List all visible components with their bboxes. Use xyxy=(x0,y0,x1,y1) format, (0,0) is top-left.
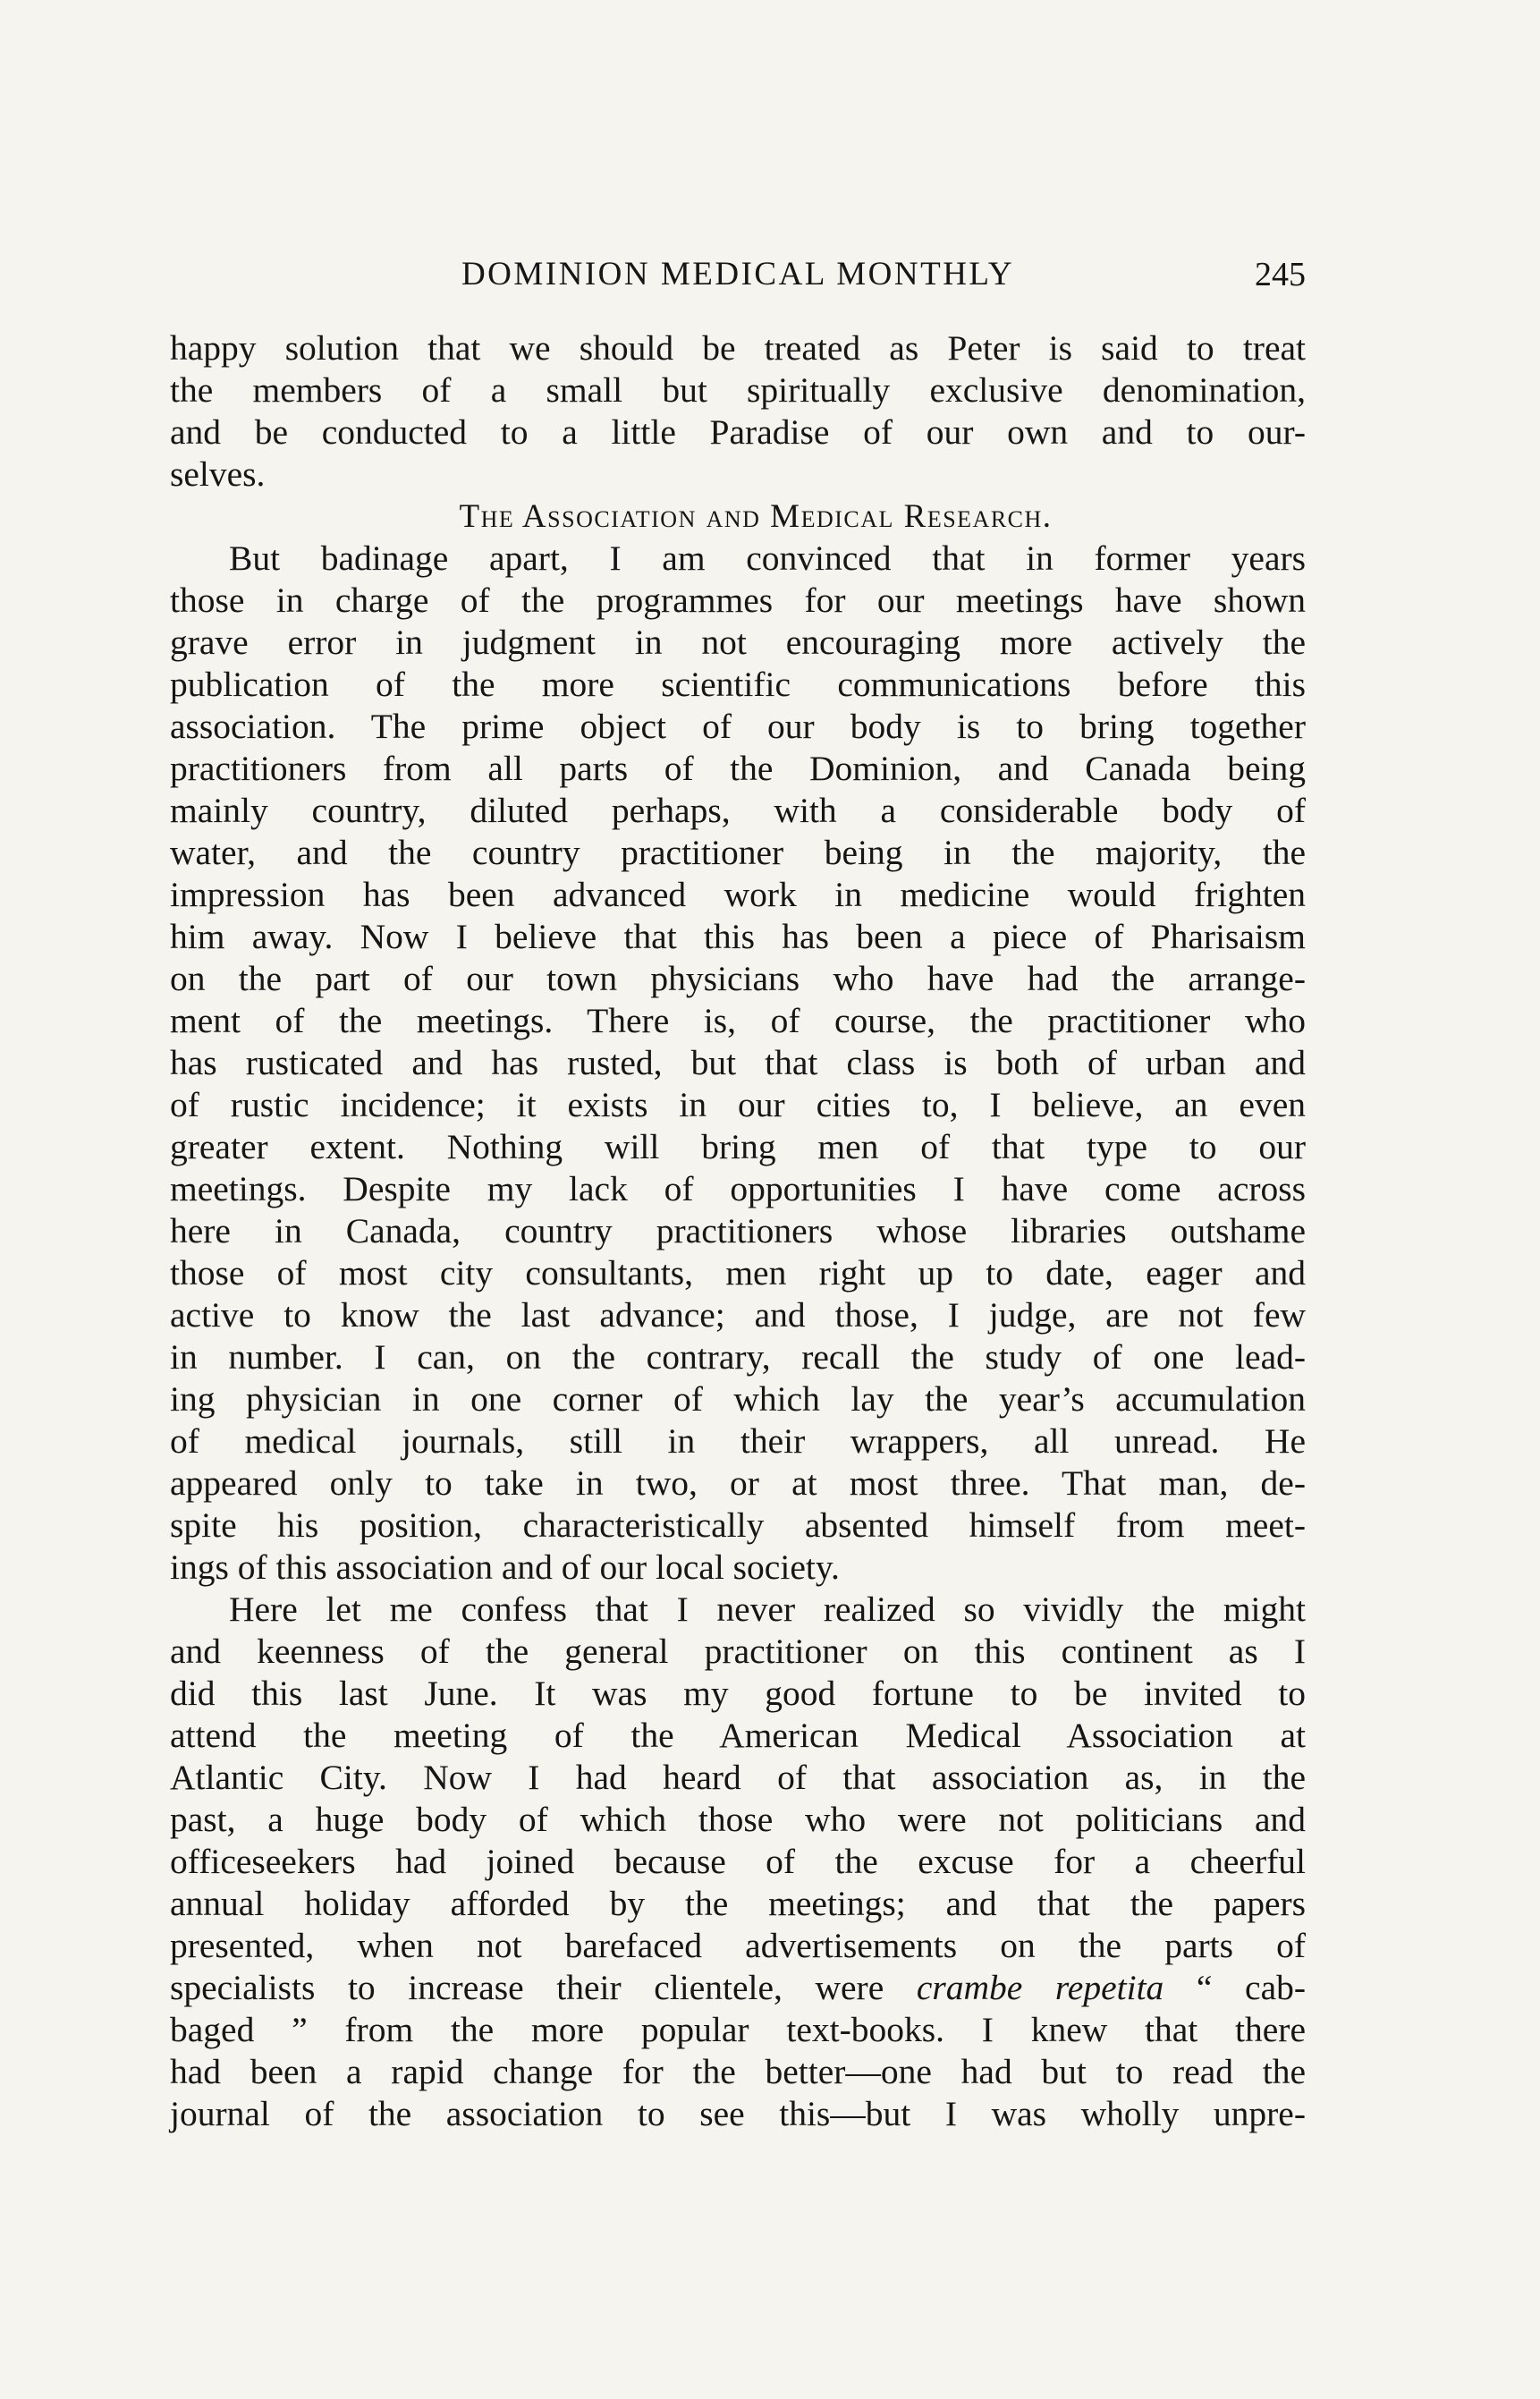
text-line: spite his position, characteristically absented himself from meet- xyxy=(170,1505,1306,1545)
text-segment: “ cab- xyxy=(1163,1968,1307,2007)
text-line-with-italic xyxy=(170,1967,1306,2009)
text-line: the members of a small but spiritually exclusive denomination, xyxy=(170,370,1306,410)
text-line: presented, when not barefaced advertisements on the parts of xyxy=(170,1926,1306,1965)
text-line: meetings. Despite my lack of opportunities I have come across xyxy=(170,1169,1306,1208)
text-line: in number. I can, on the contrary, recall the study of one lead- xyxy=(170,1337,1306,1377)
text-line: had been a rapid change for the better—one had but to read the xyxy=(170,2052,1306,2091)
text-line: of rustic incidence; it exists in our cities to, I believe, an even xyxy=(170,1085,1306,1124)
text-line: and keenness of the general practitioner on this continent as I xyxy=(170,1632,1306,1671)
text-line: those in charge of the programmes for our meetings have shown xyxy=(170,581,1306,620)
journal-title: DOMINION MEDICAL MONTHLY xyxy=(461,256,1015,292)
section-heading: The Association and Medical Research. xyxy=(459,498,1053,535)
text-line: ing physician in one corner of which lay the year’s accumulation xyxy=(170,1379,1306,1419)
text-line: water, and the country practitioner being in the majority, the xyxy=(170,833,1306,872)
text-line: greater extent. Nothing will bring men of that type to our xyxy=(170,1127,1306,1166)
text-line: practitioners from all parts of the Dominion, and Canada being xyxy=(170,749,1306,788)
text-line: baged ” from the more popular text-books. I knew that there xyxy=(170,2010,1306,2049)
text-line: grave error in judgment in not encouraging more actively the xyxy=(170,623,1306,662)
text-line: those of most city consultants, men right up to date, eager and xyxy=(170,1253,1306,1293)
text-line: past, a huge body of which those who were not politicians and xyxy=(170,1800,1306,1839)
text-line: and be conducted to a little Paradise of our own and to our- xyxy=(170,412,1306,452)
text-line: here in Canada, country practitioners whose libraries outshame xyxy=(170,1211,1306,1250)
text-line: happy solution that we should be treated as Peter is said to treat xyxy=(170,328,1306,368)
text-line: attend the meeting of the American Medical Association at xyxy=(170,1716,1306,1755)
text-line: appeared only to take in two, or at most three. That man, de- xyxy=(170,1463,1306,1503)
text-line: active to know the last advance; and those, I judge, are not few xyxy=(170,1295,1306,1335)
text-line: Here let me confess that I never realized so vividly the might xyxy=(229,1589,1306,1629)
text-line: has rusticated and has rusted, but that class is both of urban and xyxy=(170,1043,1306,1082)
text-line: association. The prime object of our body is to bring together xyxy=(170,707,1306,746)
text-line: But badinage apart, I am convinced that in former years xyxy=(229,538,1306,578)
text-line: Atlantic City. Now I had heard of that association as, in the xyxy=(170,1758,1306,1797)
text-line: annual holiday afforded by the meetings; and that the papers xyxy=(170,1884,1306,1923)
running-header xyxy=(170,252,1306,297)
text-line: him away. Now I believe that this has been a piece of Pharisaism xyxy=(170,917,1306,956)
text-segment: specialists to increase their clientele, were xyxy=(170,1968,917,2007)
text-line: ings of this association and of our local society. xyxy=(170,1547,840,1587)
text-line: mainly country, diluted perhaps, with a considerable body of xyxy=(170,791,1306,830)
page-number: 245 xyxy=(1255,256,1306,293)
text-line: of medical journals, still in their wrappers, all unread. He xyxy=(170,1421,1306,1461)
article-body xyxy=(170,327,1306,2135)
text-line: officeseekers had joined because of the excuse for a cheerful xyxy=(170,1842,1306,1881)
italic-phrase: crambe repetita xyxy=(916,1968,1164,2007)
text-line: journal of the association to see this—but I was wholly unpre- xyxy=(170,2094,1306,2133)
text-line: impression has been advanced work in medicine would frighten xyxy=(170,875,1306,914)
text-line: publication of the more scientific communications before this xyxy=(170,665,1306,704)
text-line: selves. xyxy=(170,454,266,494)
text-line: on the part of our town physicians who have had the arrange- xyxy=(170,959,1306,998)
text-line: ment of the meetings. There is, of course, the practitioner who xyxy=(170,1001,1306,1040)
text-line: did this last June. It was my good fortune to be invited to xyxy=(170,1674,1306,1713)
